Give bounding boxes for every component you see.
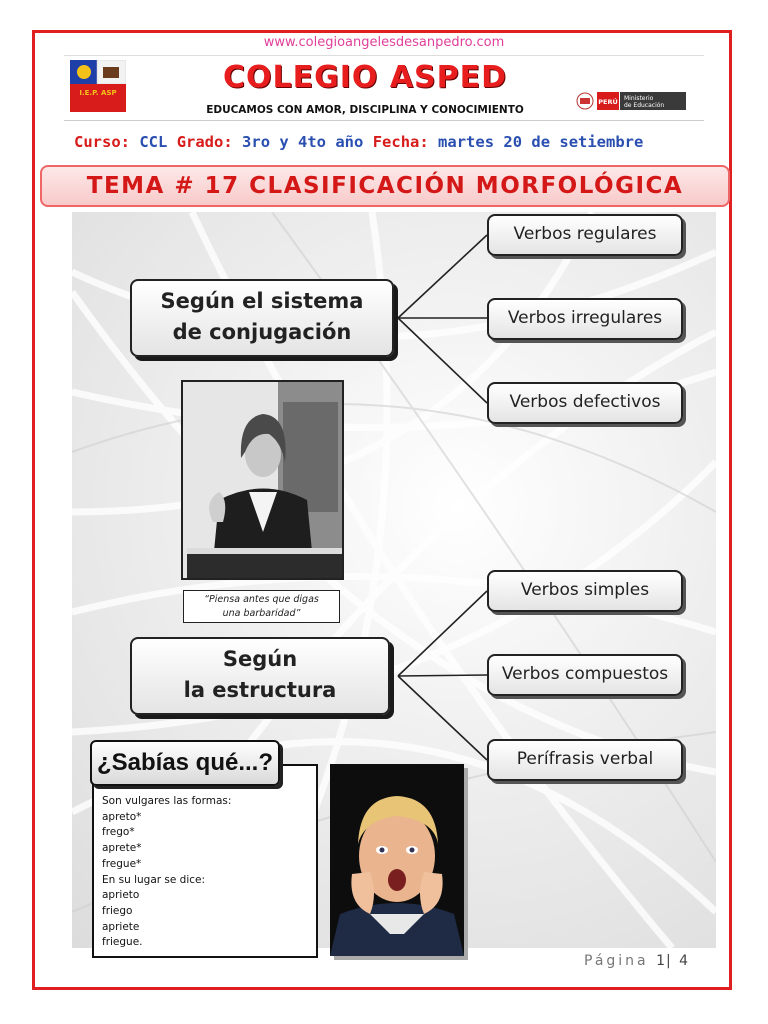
speaker-woman-photo [181,380,344,580]
leaf-box-defectivos: Verbos defectivos [487,382,683,424]
grado-label: Grado: [176,133,233,151]
did-you-know-line: frego* [102,826,135,839]
photo-caption [183,590,340,623]
did-you-know-content [102,794,231,951]
did-you-know-line: Son vulgares las formas: [102,795,232,807]
school-motto: EDUCAMOS CON AMOR, DISCIPLINA Y CONOCIMIENTO [206,104,524,116]
did-you-know-line: apriete [102,920,140,933]
caption-line: “Piensa antes que digas [204,594,319,605]
did-you-know-line: fregue* [102,857,142,870]
page-separator: | [666,953,672,969]
concept-box-structure [130,637,390,715]
fecha-value: martes 20 de setiembre [438,133,644,151]
connector-line [398,591,487,676]
did-you-know-title: ¿Sabías qué...? [90,740,280,786]
surprised-boy-photo [330,764,464,956]
ministry-name-1: Ministerio [624,95,654,102]
fecha-label: Fecha: [372,133,429,151]
topic-title-banner: TEMA # 17 CLASIFICACIÓN MORFOLÓGICA [40,165,730,207]
curso-value: CCL [139,133,168,151]
grado-value: 3ro y 4to año [242,133,364,151]
curso-label: Curso: [74,133,130,151]
did-you-know-line: En su lugar se dice: [102,873,206,886]
school-name: COLEGIO ASPED [222,60,508,95]
concept-title-line: Según [222,647,298,671]
concept-title-line: la estructura [183,678,337,702]
did-you-know-line: aprieto [102,889,140,902]
caption-line: una barbaridad” [222,608,301,619]
leaf-box-perifrasis: Perífrasis verbal [487,739,683,781]
concept-title-line: Según el sistema [160,289,364,313]
page-total: 4 [679,953,690,969]
page-label: Página [584,953,649,969]
ministry-country: PERÚ [598,98,618,106]
leaf-box-regulares: Verbos regulares [487,214,683,256]
did-you-know-line: friegue. [102,936,143,949]
connector-line [398,318,487,403]
page-number [584,953,689,969]
did-you-know-line: aprete* [102,842,142,855]
connector-line [398,235,487,318]
leaf-box-irregulares: Verbos irregulares [487,298,683,340]
did-you-know-line: friego [102,904,133,917]
school-crest-text: I.E.P. ASP [79,89,117,97]
ministry-name-2: de Educación [624,102,665,109]
leaf-box-simples: Verbos simples [487,570,683,612]
page-current: 1 [656,953,666,969]
leaf-box-compuestos: Verbos compuestos [487,654,683,696]
did-you-know-line: apreto* [102,810,142,823]
concept-box-conjugation [130,279,394,357]
concept-title-line: de conjugación [172,320,352,344]
connector-line [398,676,487,760]
connector-line [398,675,487,676]
website-url[interactable]: www.colegioangelesdesanpedro.com [263,35,505,50]
